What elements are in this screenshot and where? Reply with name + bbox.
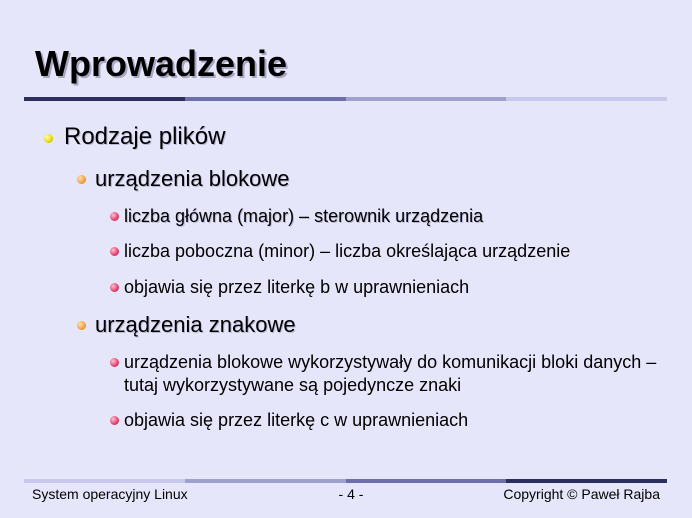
bullet-dot-icon <box>110 247 119 256</box>
title-underline <box>24 97 667 101</box>
bullet-level3 <box>110 351 670 397</box>
bullet-text: urządzenia blokowe <box>95 166 290 191</box>
footer-rule <box>24 479 667 483</box>
bullet-text: objawia się przez literkę c w uprawnieniach <box>124 410 469 430</box>
bullet-dot-icon <box>77 175 86 184</box>
bullet-level3 <box>110 205 483 228</box>
bullet-level1 <box>44 122 225 152</box>
bullet-dot-icon <box>110 416 119 425</box>
bullet-level3 <box>110 240 570 263</box>
bullet-text: Rodzaje plików <box>64 123 226 150</box>
bullet-dot-icon <box>44 134 53 143</box>
bullet-level3 <box>110 409 468 432</box>
bullet-dot-icon <box>77 321 86 330</box>
slide-title: Wprowadzenie <box>35 43 288 84</box>
bullet-dot-icon <box>110 212 119 221</box>
footer-page-number: - 4 - <box>338 486 364 502</box>
bullet-text: liczba główna (major) – sterownik urządzenia <box>124 206 484 226</box>
bullet-text: liczba poboczna (minor) – liczba określająca urządzenie <box>124 241 571 261</box>
bullet-dot-icon <box>110 283 119 292</box>
bullet-level3 <box>110 276 469 299</box>
bullet-text: urządzenia znakowe <box>95 312 296 337</box>
footer-course-title: System operacyjny Linux <box>32 486 188 502</box>
bullet-dot-icon <box>110 358 119 367</box>
bullet-text: urządzenia blokowe wykorzystywały do komunikacji bloki danych – tutaj wykorzystywane są pojedyncze znaki <box>124 352 657 395</box>
bullet-text: objawia się przez literkę b w uprawnieniach <box>124 277 470 297</box>
bullet-level2 <box>77 165 289 193</box>
bullet-level2 <box>77 311 296 339</box>
footer-copyright: Copyright © Paweł Rajba <box>503 486 660 502</box>
